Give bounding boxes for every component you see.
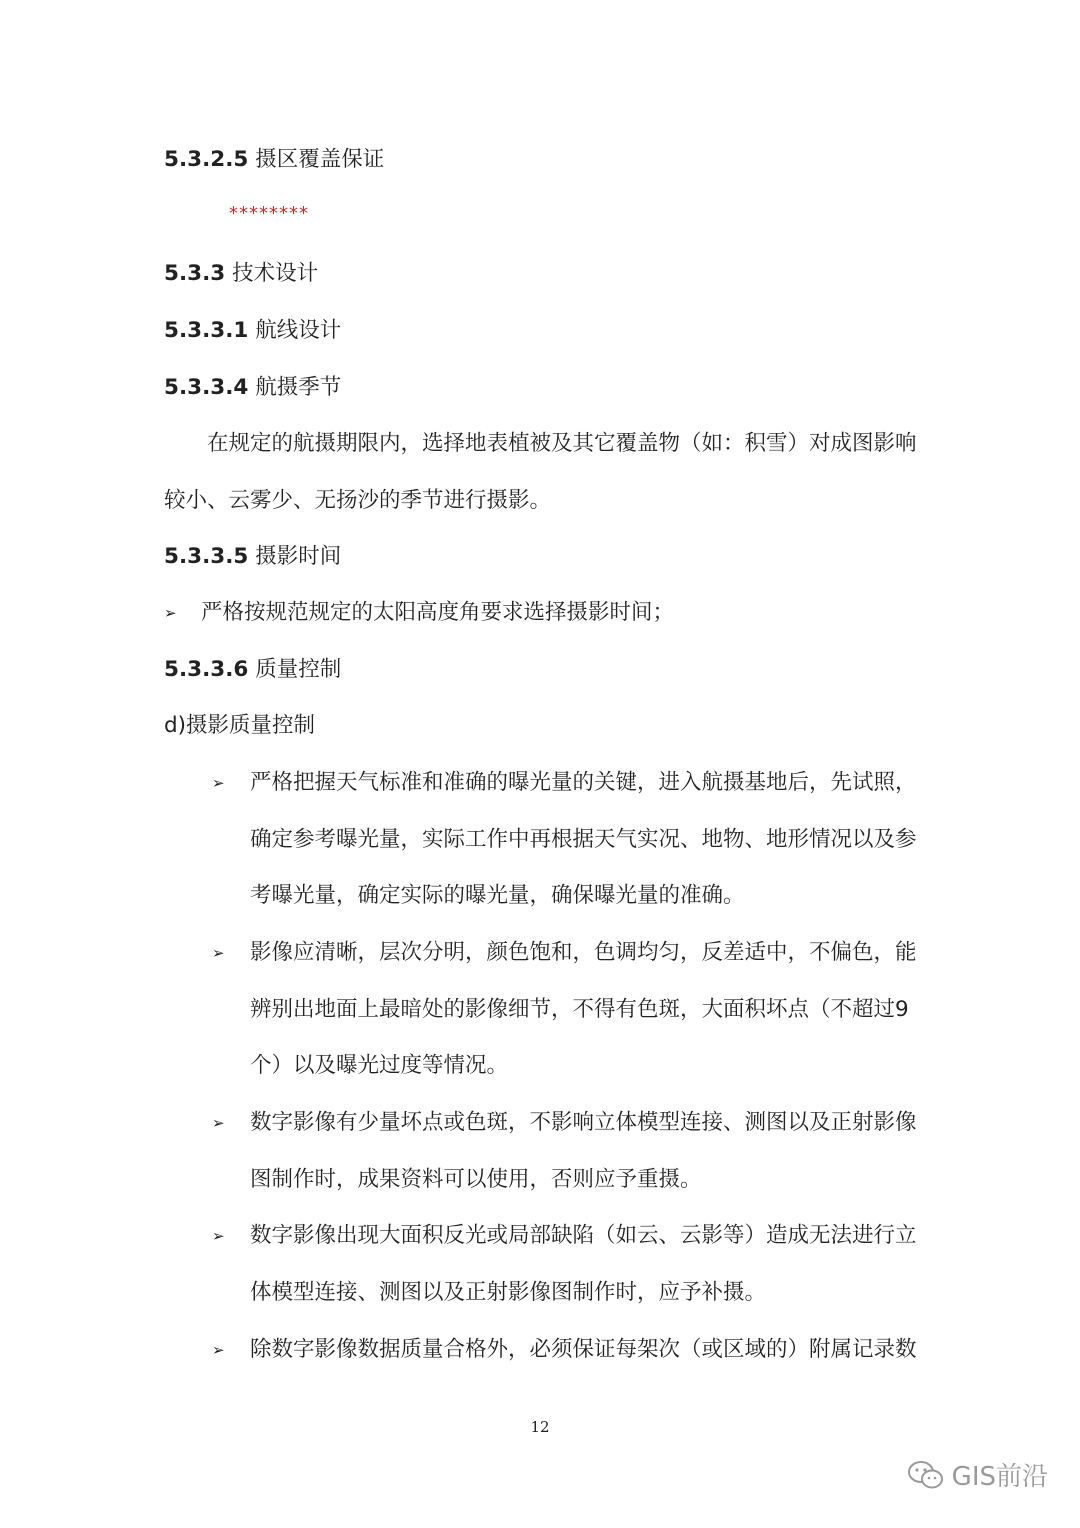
- heading-5-3-3-6: [164, 655, 341, 685]
- heading-text: 摄区覆盖保证: [255, 147, 385, 172]
- heading-number: 5.3.3.5: [164, 544, 249, 569]
- heading-5-3-2-5: [164, 145, 384, 175]
- bullet-line: 数字影像有少量坏点或色斑，不影响立体模型连接、测图以及正射影像: [250, 1110, 917, 1135]
- bullet-arrow-icon: ➢: [212, 1227, 225, 1245]
- placeholder-stars: ********: [229, 203, 309, 224]
- bullet-line: 影像应清晰，层次分明，颜色饱和，色调均匀，反差适中，不偏色，能: [250, 940, 917, 965]
- bullet-line: 考曝光量，确定实际的曝光量，确保曝光量的准确。: [250, 883, 745, 908]
- bullet-line: 确定参考曝光量，实际工作中再根据天气实况、地物、地形情况以及参: [250, 827, 917, 852]
- bullet-arrow-icon: ➢: [212, 774, 225, 792]
- heading-number: 5.3.3: [164, 261, 226, 286]
- wechat-icon: [906, 1458, 946, 1492]
- bullet-arrow-icon: ➢: [212, 1114, 225, 1132]
- bullet-line: 除数字影像数据质量合格外，必须保证每架次（或区域的）附属记录数: [250, 1337, 917, 1362]
- heading-number: 5.3.3.6: [164, 657, 249, 682]
- bullet-line: 个）以及曝光过度等情况。: [250, 1053, 509, 1078]
- heading-5-3-3-1: [164, 316, 341, 346]
- heading-text: 摄影时间: [255, 544, 342, 569]
- bullet-line: 严格把握天气标准和准确的曝光量的关键，进入航摄基地后，先试照，: [250, 770, 917, 795]
- paragraph-line: 在规定的航摄期限内，选择地表植被及其它覆盖物（如：积雪）对成图影响: [207, 431, 917, 456]
- watermark: [906, 1456, 1048, 1493]
- paragraph-line: 较小、云雾少、无扬沙的季节进行摄影。: [164, 488, 552, 513]
- bullet-arrow-icon: ➢: [212, 944, 225, 962]
- watermark-text: GIS前沿: [951, 1462, 1048, 1492]
- bullet-arrow-icon: ➢: [212, 1341, 225, 1359]
- bullet-line: 体模型连接、测图以及正射影像图制作时，应予补摄。: [250, 1280, 767, 1305]
- bullet-line: 辨别出地面上最暗处的影像细节，不得有色斑，大面积坏点（不超过9: [250, 997, 909, 1022]
- heading-text: 航摄季节: [255, 375, 342, 400]
- heading-number: 5.3.3.4: [164, 375, 249, 400]
- bullet-line: 数字影像出现大面积反光或局部缺陷（如云、云影等）造成无法进行立: [250, 1223, 917, 1248]
- page-number: 12: [530, 1418, 550, 1436]
- heading-text: 质量控制: [255, 657, 342, 682]
- heading-5-3-3-4: [164, 373, 341, 403]
- heading-5-3-3-5: [164, 542, 341, 572]
- heading-number: 5.3.3.1: [164, 318, 249, 343]
- bullet-text: 严格按规范规定的太阳高度角要求选择摄影时间；: [201, 600, 675, 625]
- heading-text: 航线设计: [255, 318, 342, 343]
- heading-text: 技术设计: [232, 261, 319, 286]
- bullet-arrow-icon: ➢: [164, 604, 177, 622]
- heading-5-3-3: [164, 259, 318, 289]
- bullet-line: 图制作时，成果资料可以使用，否则应予重摄。: [250, 1167, 702, 1192]
- sub-heading: d)摄影质量控制: [164, 713, 316, 738]
- heading-number: 5.3.2.5: [164, 147, 249, 172]
